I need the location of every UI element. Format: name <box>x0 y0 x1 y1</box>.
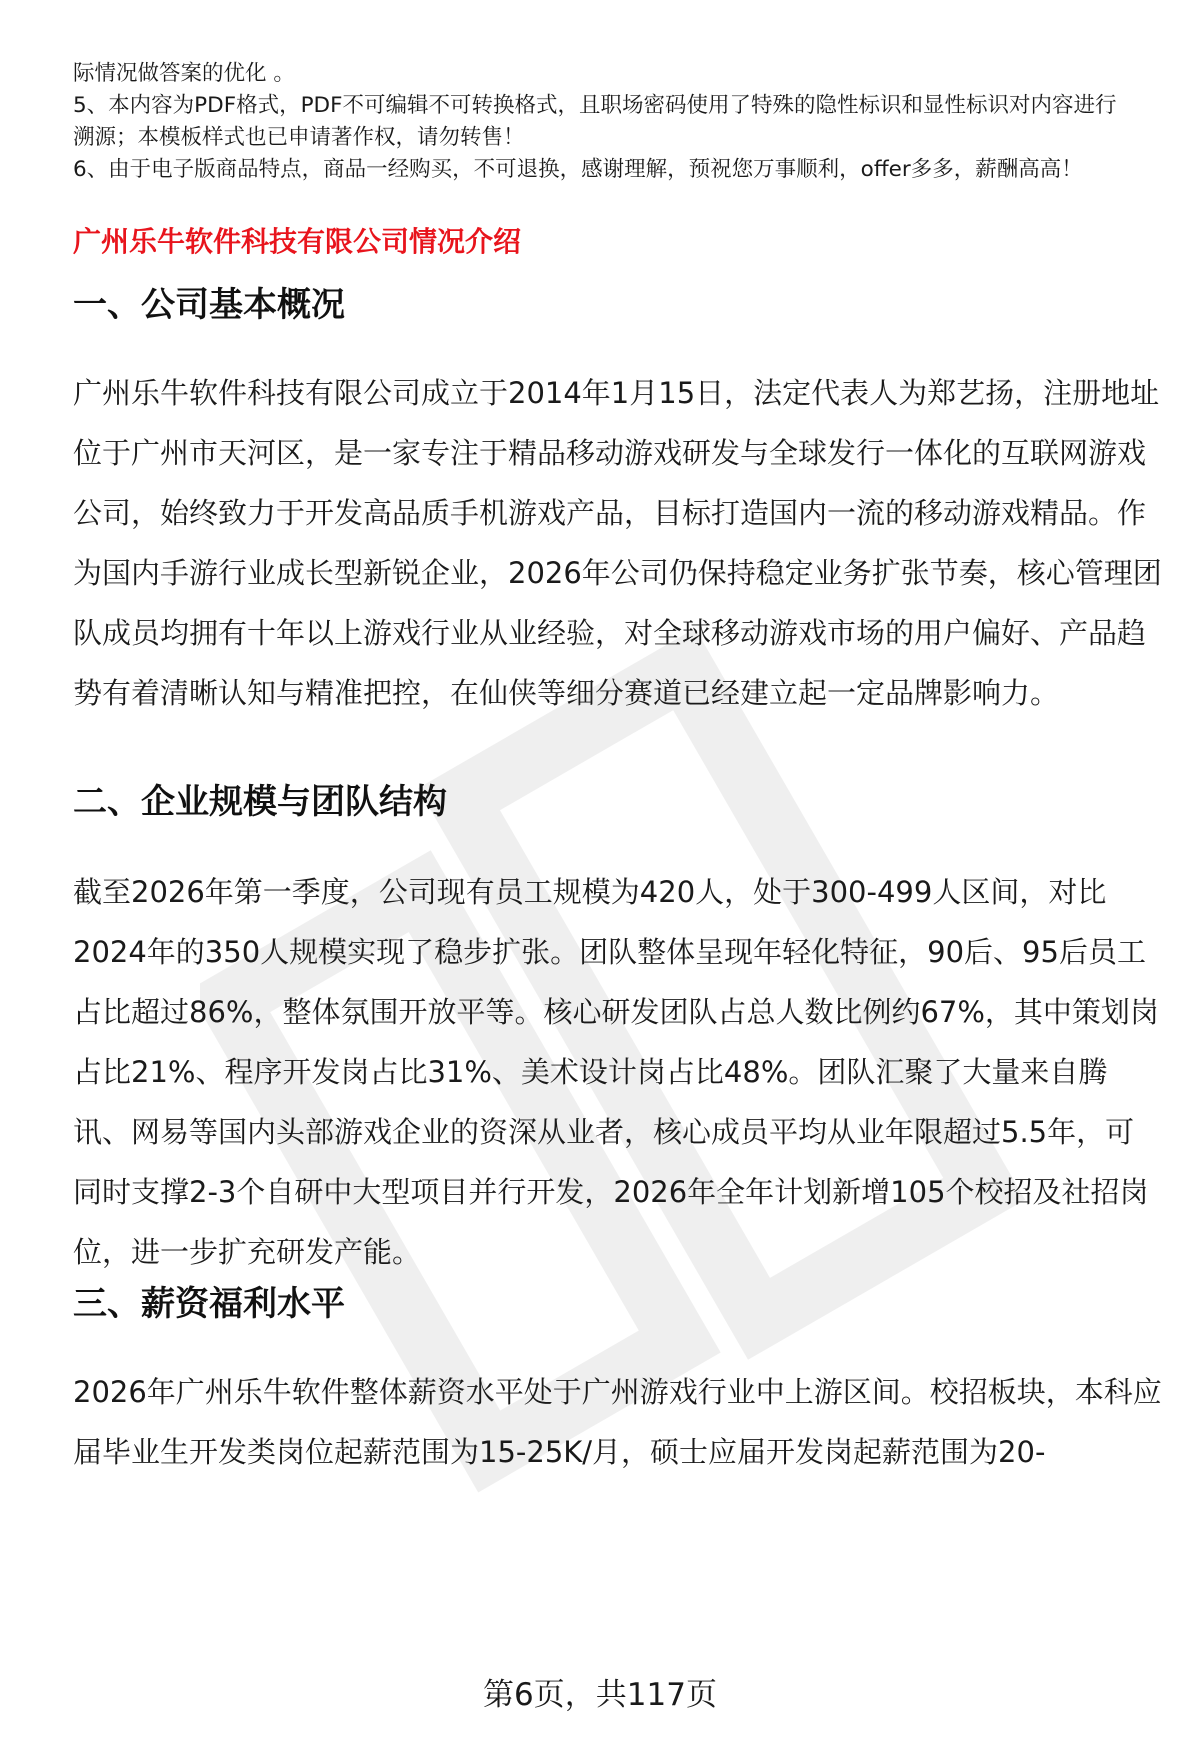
section-body-team: 截至2026年第一季度，公司现有员工规模为420人，处于300-499人区间，对比2024年的350人规模实现了稳步扩张。团队整体呈现年轻化特征，90后、95后员工占比超过86%，整体氛围开放平等。核心研发团队占总人数比例约67%，其中策划岗占比21%、程序开发岗占比31%、美术设计岗占比48%。团队汇聚了大量来自腾讯、网易等国内头部游戏企业的资深从业者，核心成员平均从业年限超过5.5年，可同时支撑2-3个自研中大型项目并行开发，2026年全年计划新增105个校招及社招岗位，进一步扩充研发产能。 <box>73 875 1159 1269</box>
section-body-salary: 2026年广州乐牛软件整体薪资水平处于广州游戏行业中上游区间。校招板块，本科应届毕业生开发类岗位起薪范围为15-25K/月，硕士应届开发岗起薪范围为20- <box>73 1375 1162 1469</box>
notes-line: 6、由于电子版商品特点，商品一经购买，不可退换，感谢理解，预祝您万事顺利，offer多多，薪酬高高！ <box>73 157 1083 182</box>
section-heading-team: 二、企业规模与团队结构 <box>73 782 447 822</box>
page-number: 第6页，共117页 <box>483 1677 717 1713</box>
notes-line: 溯源；本模板样式也已申请著作权，请勿转售！ <box>73 125 525 150</box>
notes-block <box>73 58 1163 186</box>
notes-line: 际情况做答案的优化 。 <box>73 61 295 86</box>
document-title: 广州乐牛软件科技有限公司情况介绍 <box>73 225 522 258</box>
notes-line: 5、本内容为PDF格式，PDF不可编辑不可转换格式，且职场密码使用了特殊的隐性标识和显性标识对内容进行 <box>73 93 1117 118</box>
section-body-overview: 广州乐牛软件科技有限公司成立于2014年1月15日，法定代表人为郑艺扬，注册地址位于广州市天河区，是一家专注于精品移动游戏研发与全球发行一体化的互联网游戏公司，始终致力于开发高品质手机游戏产品，目标打造国内一流的移动游戏精品。作为国内手游行业成长型新锐企业，2026年公司仍保持稳定业务扩张节奏，核心管理团队成员均拥有十年以上游戏行业从业经验，对全球移动游戏市场的用户偏好、产品趋势有着清晰认知与精准把控，在仙侠等细分赛道已经建立起一定品牌影响力。 <box>73 376 1162 710</box>
section-heading-overview: 一、公司基本概况 <box>73 285 345 325</box>
section-heading-salary: 三、薪资福利水平 <box>73 1284 345 1324</box>
